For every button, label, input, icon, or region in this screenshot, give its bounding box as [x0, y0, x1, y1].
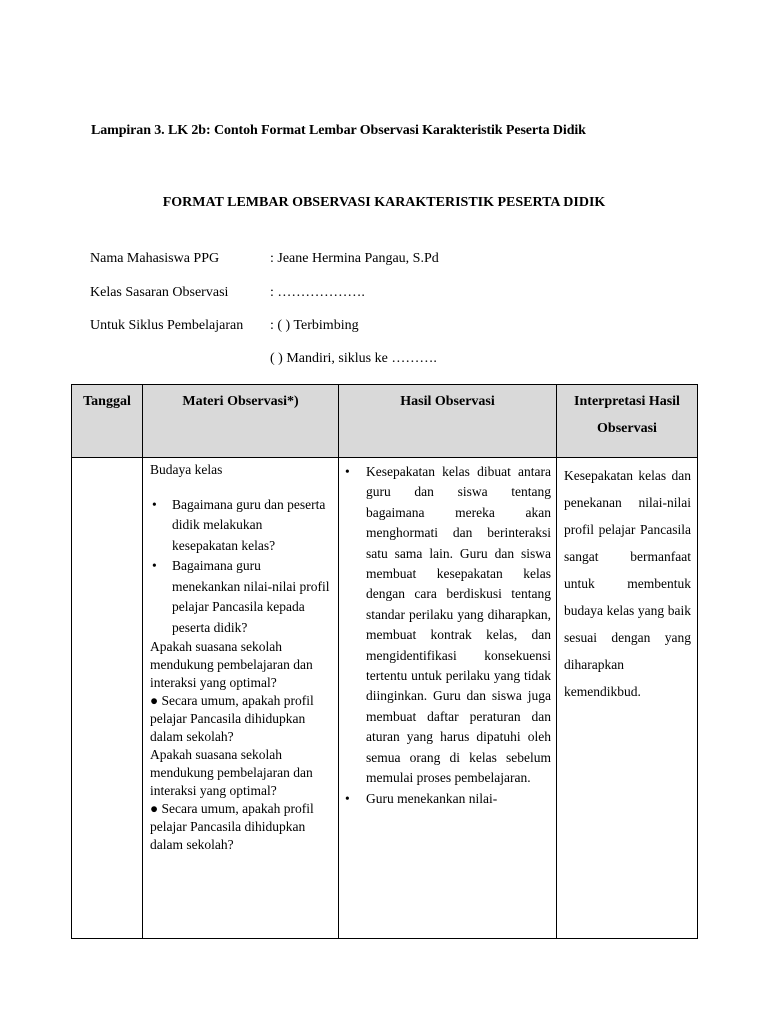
materi-paragraph: ● Secara umum, apakah profil pelajar Pancasila dihidupkan dalam sekolah? — [150, 801, 314, 853]
materi-paragraph: ● Secara umum, apakah profil pelajar Pancasila dihidupkan dalam sekolah? — [150, 693, 314, 745]
header-hasil: Hasil Observasi — [339, 385, 557, 458]
observation-table — [71, 384, 698, 939]
bullet-icon: • — [152, 558, 157, 574]
bullet-icon: • — [345, 464, 350, 479]
list-item-text: Kesepakatan kelas dibuat antara guru dan siswa tentang bagaimana mereka akan menghormati dan berinteraksi satu sama lain. Guru dan siswa membuat kesepakatan kelas dengan cara berdiskusi tentang standar perilaku yang diharapkan, membuat kontrak kelas, dan mengidentifikasi konsekuensi tertentu untuk perilaku yang tidak diinginkan. Guru dan siswa juga membuat daftar peraturan dan aturan yang harus dipatuhi oleh semua orang di kelas sebelum memulai proses pembelajaran. — [366, 464, 551, 786]
field-label: Untuk Siklus Pembelajaran — [90, 318, 244, 333]
interpretasi-text: Kesepakatan kelas dan penekanan nilai-nilai profil pelajar Pancasila sangat bermanfaat untuk membentuk budaya kelas yang baik sesuai dengan yang diharapkan kemendikbud. — [564, 468, 691, 699]
header-interpretasi: Interpretasi Hasil Observasi — [557, 385, 698, 458]
cell-hasil — [339, 458, 557, 939]
cell-tanggal — [72, 458, 143, 939]
header-materi: Materi Observasi*) — [143, 385, 339, 458]
cell-interpretasi — [557, 458, 698, 939]
appendix-heading: Lampiran 3. LK 2b: Contoh Format Lembar Observasi Karakteristik Peserta Didik — [91, 123, 586, 138]
list-item-text: Bagaimana guru menekankan nilai-nilai profil pelajar Pancasila kepada peserta didik? — [172, 558, 330, 635]
hasil-bullet-list — [345, 462, 551, 809]
field-label: Nama Mahasiswa PPG — [90, 251, 220, 266]
materi-bullet-list — [150, 495, 331, 639]
list-item-text: Bagaimana guru dan peserta didik melakukan kesepakatan kelas? — [172, 496, 326, 553]
materi-intro: Budaya kelas — [150, 462, 223, 477]
list-item — [152, 495, 331, 557]
field-value: : ( ) Terbimbing — [270, 318, 359, 333]
list-item — [345, 789, 551, 809]
bullet-icon: • — [152, 496, 157, 512]
form-title: FORMAT LEMBAR OBSERVASI KARAKTERISTIK PESERTA DIDIK — [162, 195, 606, 210]
list-item-text: Guru menekankan nilai- — [366, 790, 498, 806]
bullet-icon: • — [345, 790, 350, 806]
table-row — [72, 458, 698, 939]
field-label: Kelas Sasaran Observasi — [90, 285, 229, 300]
materi-paragraph: Apakah suasana sekolah mendukung pembelajaran dan interaksi yang optimal? — [150, 747, 313, 799]
header-tanggal: Tanggal — [72, 385, 143, 458]
materi-paragraph: Apakah suasana sekolah mendukung pembelajaran dan interaksi yang optimal? — [150, 639, 313, 691]
field-value: : ………………. — [270, 285, 365, 300]
list-item — [345, 462, 551, 789]
table-header-row — [72, 385, 698, 458]
field-value: ( ) Mandiri, siklus ke ………. — [270, 351, 437, 366]
cell-materi — [143, 458, 339, 939]
list-item — [152, 556, 331, 638]
field-value: : Jeane Hermina Pangau, S.Pd — [270, 251, 439, 266]
